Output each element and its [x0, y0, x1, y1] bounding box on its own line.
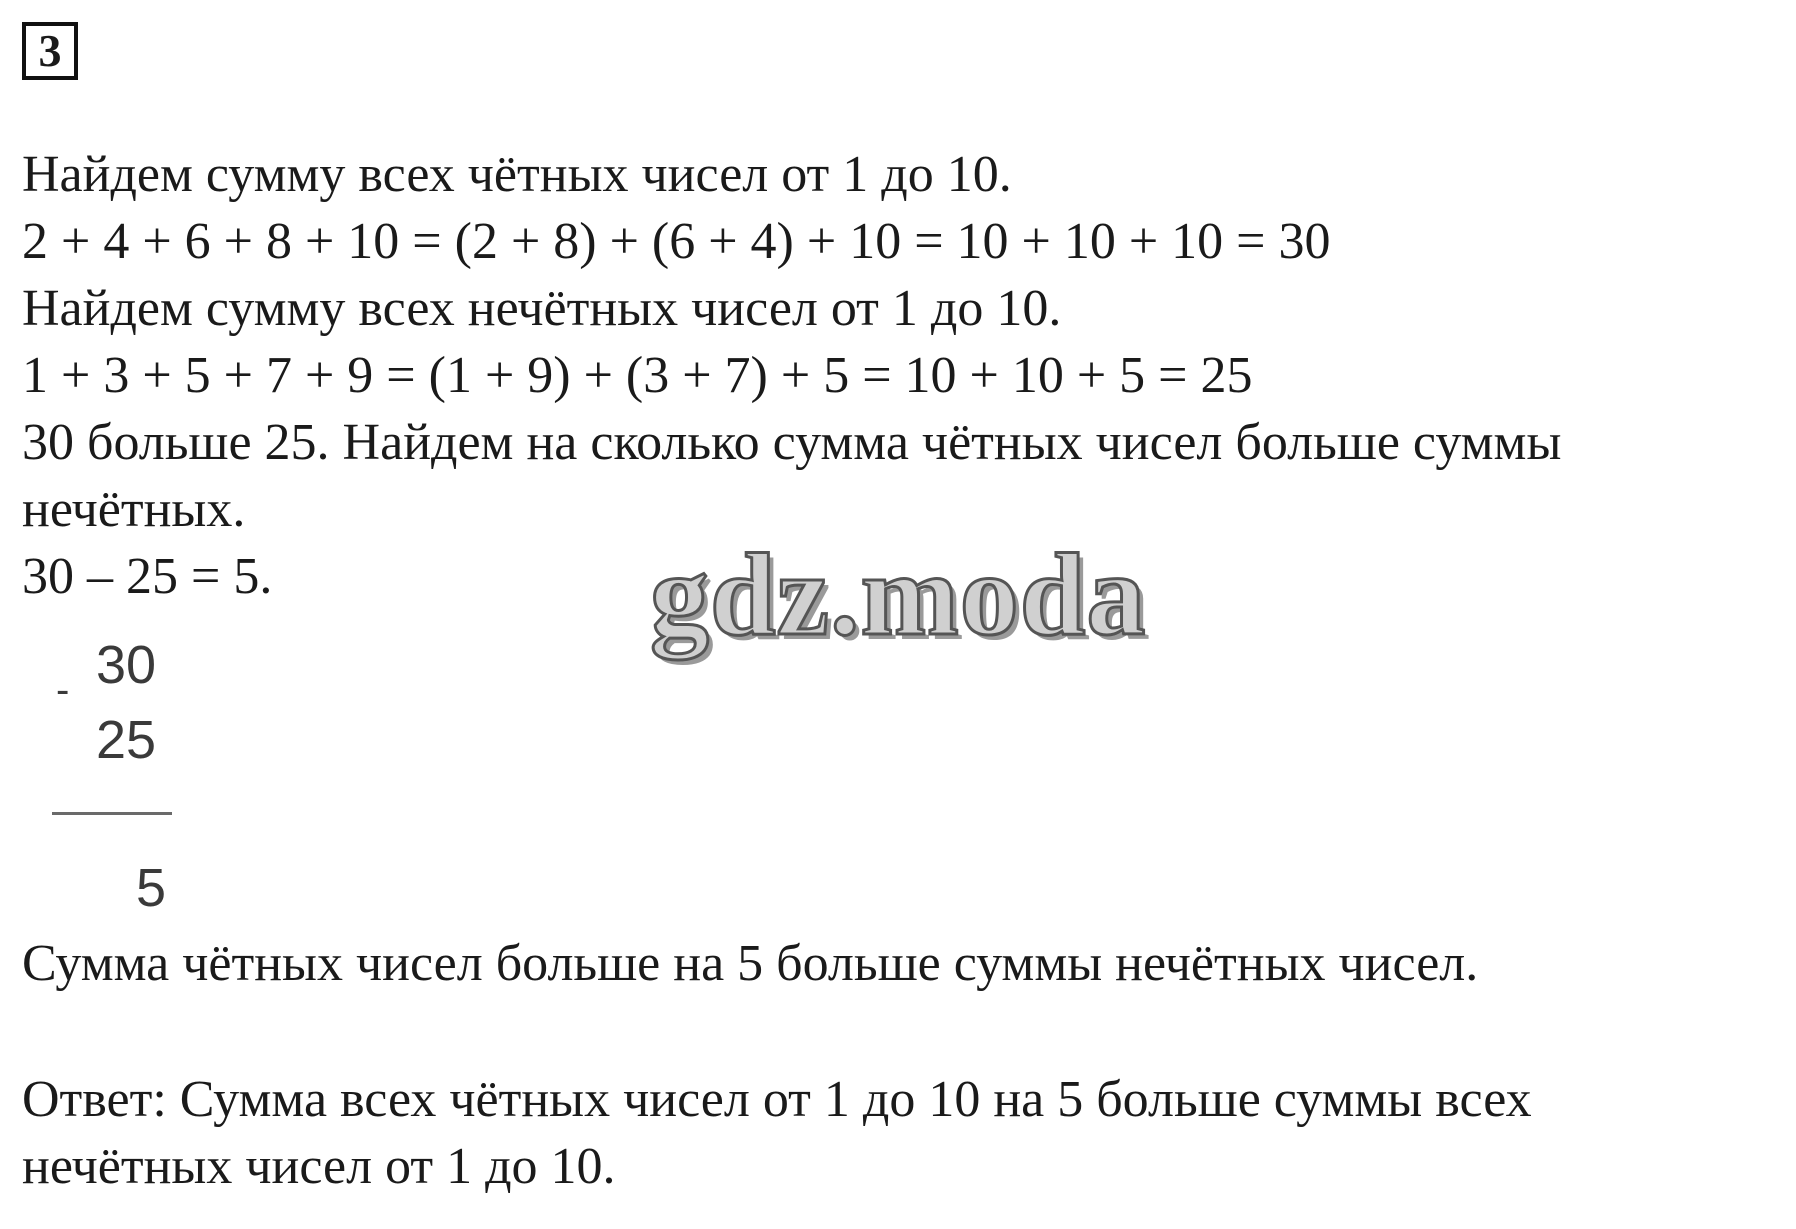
solution-line-odd-sum: 1 + 3 + 5 + 7 + 9 = (1 + 9) + (3 + 7) + 5 = 10 + 10 + 5 = 25 [22, 347, 1253, 404]
solution-line-even-sum: 2 + 4 + 6 + 8 + 10 = (2 + 8) + (6 + 4) + 10 = 10 + 10 + 10 = 30 [22, 213, 1331, 270]
solution-line-odd-heading: Найдем сумму всех нечётных чисел от 1 до 10. [22, 280, 1062, 337]
column-calc-rule [52, 812, 172, 815]
column-calc-subtrahend: 25 [96, 710, 157, 770]
answer-line-1: Ответ: Сумма всех чётных чисел от 1 до 10 на 5 больше суммы всех [22, 1071, 1532, 1128]
solution-line-even-heading: Найдем сумму всех чётных чисел от 1 до 10. [22, 146, 1012, 203]
answer-line-2: нечётных чисел от 1 до 10. [22, 1138, 616, 1195]
solution-line-comparison: 30 больше 25. Найдем на сколько сумма чётных чисел больше суммы [22, 414, 1562, 471]
conclusion-line: Сумма чётных чисел больше на 5 больше суммы нечётных чисел. [22, 935, 1479, 992]
task-number-box: 3 [22, 22, 78, 80]
solution-line-difference: 30 – 25 = 5. [22, 548, 273, 605]
watermark: gdz.moda [650, 529, 1147, 660]
column-calc-minuend: 30 [96, 635, 157, 695]
solution-line-comparison-cont: нечётных. [22, 481, 246, 538]
column-calc-minus-sign: - [56, 668, 70, 712]
column-calc-result: 5 [136, 858, 167, 918]
